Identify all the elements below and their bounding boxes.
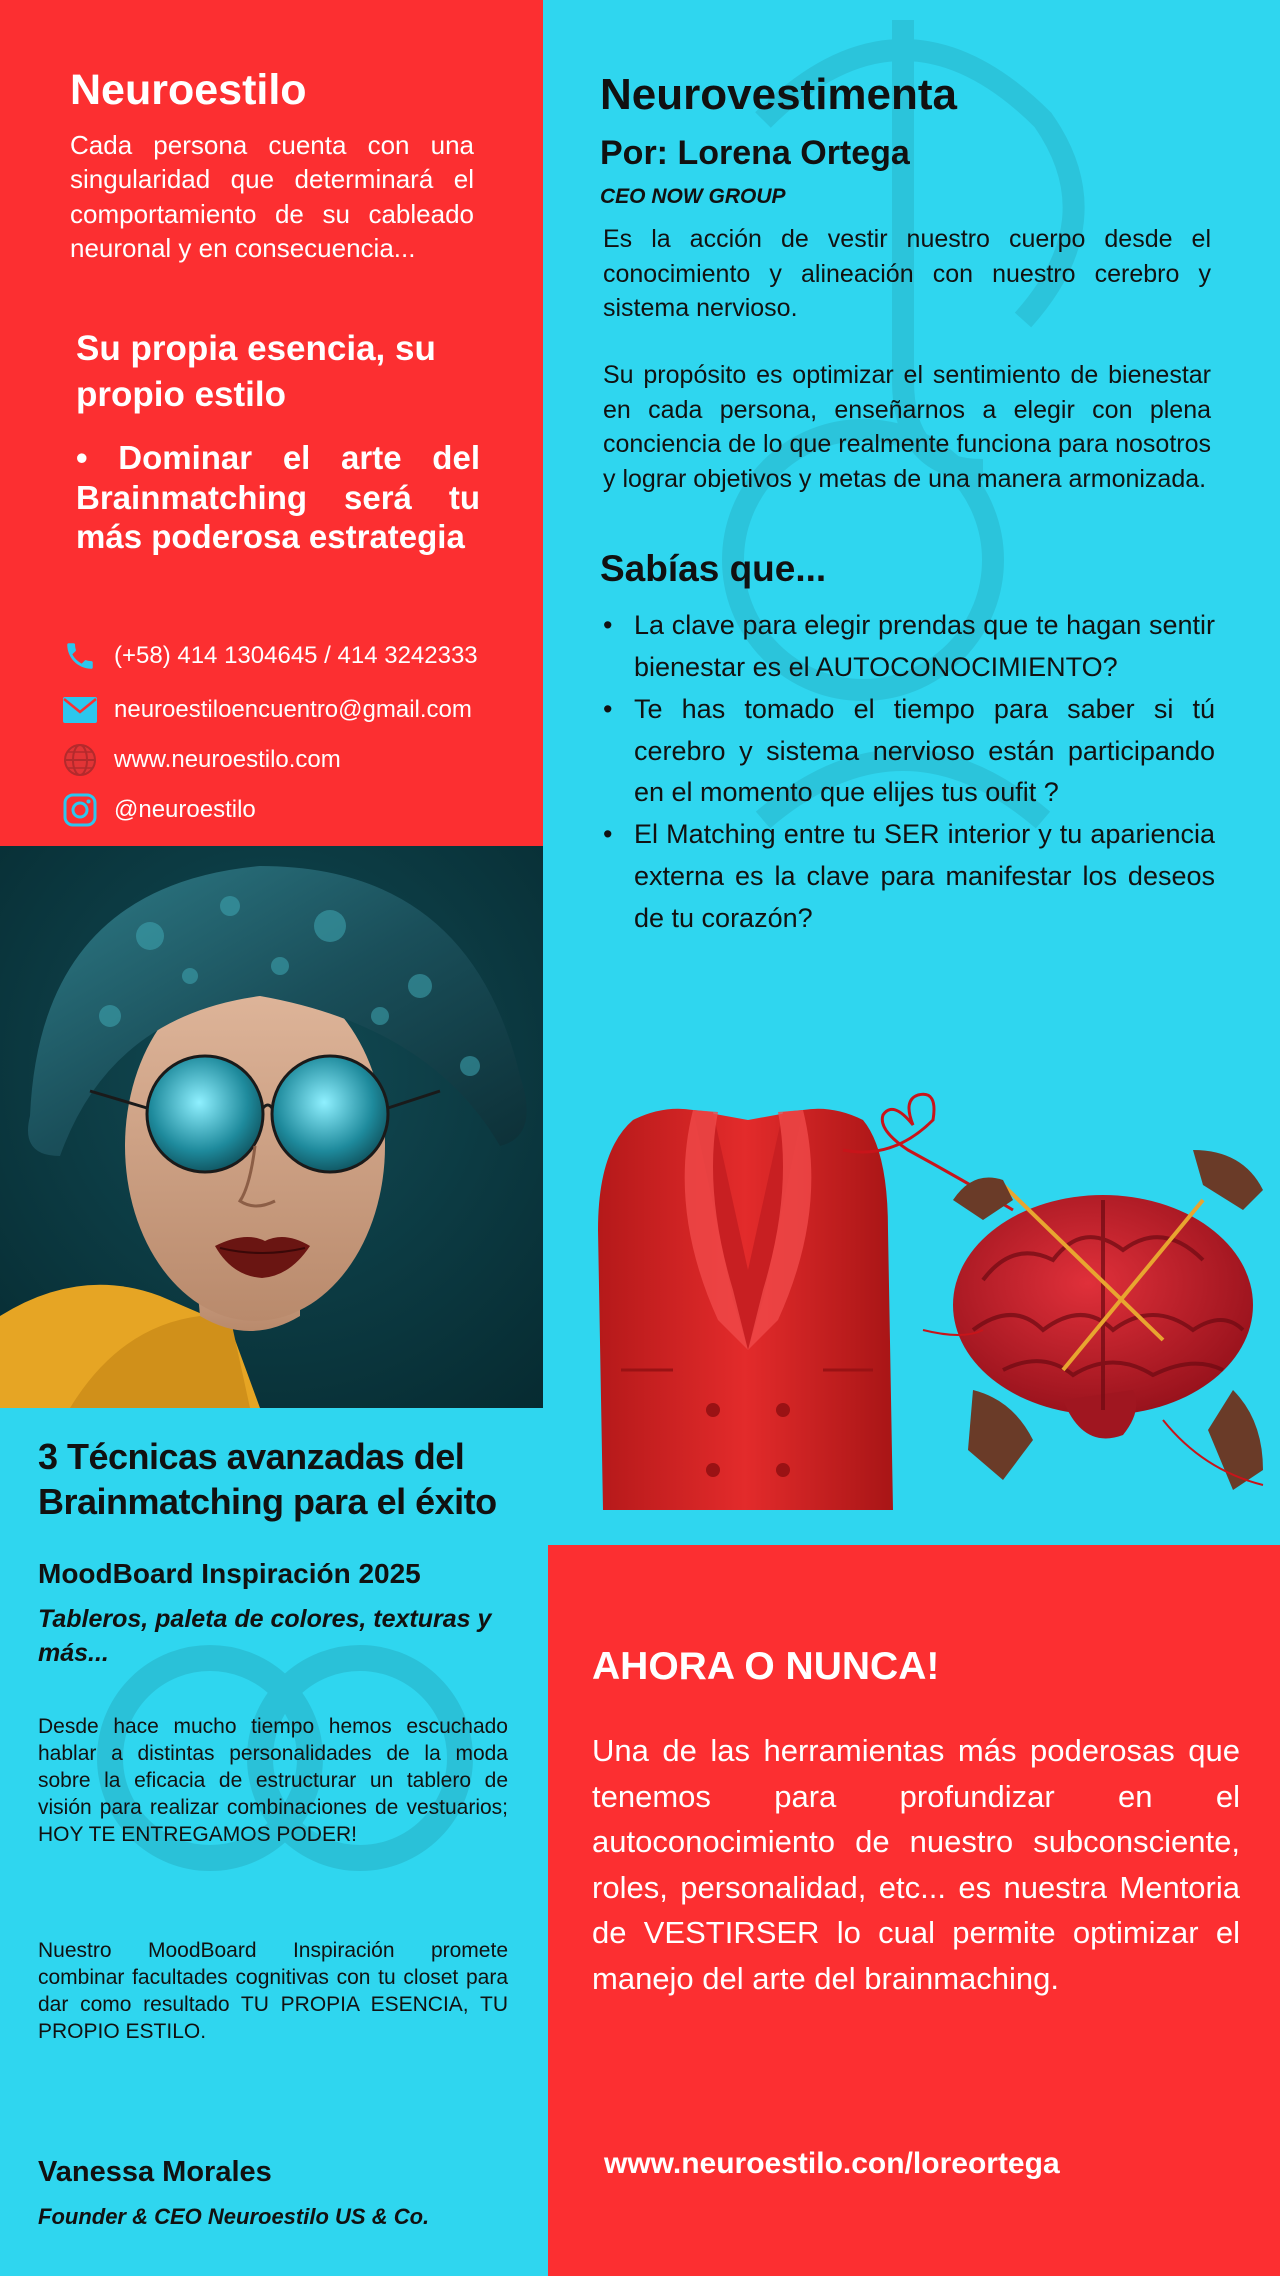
author-name: Vanessa Morales (38, 2156, 272, 2188)
article-title: Neurovestimenta (600, 70, 958, 119)
moodboard-title: MoodBoard Inspiración 2025 (38, 1558, 421, 1589)
mentoring-link[interactable]: www.neuroestilo.con/loreortega (604, 2147, 1060, 2180)
brand-title: Neuroestilo (70, 66, 307, 114)
facts-heading: Sabías que... (600, 548, 827, 589)
essence-heading: Su propia esencia, su propio estilo (76, 329, 436, 414)
moodboard-panel (0, 1408, 548, 2276)
mentoring-panel (548, 1545, 1280, 2276)
mail-icon (62, 692, 98, 728)
contact-web[interactable] (62, 742, 341, 778)
list-item: • Te has tomado el tiempo para saber si tú cerebro y sistema nervioso están participando en el momento que elijes tus oufit ? (603, 689, 1215, 815)
techniques-heading: 3 Técnicas avanzadas del Brainmatching para el éxito (38, 1436, 497, 1522)
instagram-text: @neuroestilo (114, 796, 256, 823)
model-photo (0, 846, 543, 1408)
promo-heading: AHORA O NUNCA! (592, 1645, 940, 1688)
moodboard-paragraph-2: Nuestro MoodBoard Inspiración promete combinar facultades cognitivas con tu closet para dar como resultado TU PROPIA ESENCIA, TU PROPIO ESTILO. (38, 1939, 508, 2043)
article-panel (543, 0, 1280, 1545)
list-item: • El Matching entre tu SER interior y tu apariencia externa es la clave para manifestar los deseos de tu corazón? (603, 814, 1215, 940)
promo-paragraph: Una de las herramientas más poderosas que tenemos para profundizar en el autoconocimiento de nuestro subconsciente, roles, personalidad, etc... es nuestra Mentoria de VESTIRSER lo cual permite optimizar el manejo del arte del brainmaching. (592, 1733, 1240, 1996)
article-paragraph-2: Su propósito es optimizar el sentimiento de bienestar en cada persona, enseñarnos a elegir con plena conciencia de lo que realmente funciona para nosotros y lograr objetivos y metas de una manera armonizada. (603, 361, 1211, 493)
contact-email[interactable] (62, 692, 472, 728)
brainmatching-bullet: • Dominar el arte del Brainmatching será tu más poderosa estrategia (76, 439, 480, 556)
article-author: Por: Lorena Ortega (600, 134, 910, 172)
contact-instagram[interactable] (62, 792, 256, 828)
instagram-icon (62, 792, 98, 828)
woman-portrait-illustration (0, 846, 543, 1408)
moodboard-subtitle: Tableros, paleta de colores, texturas y más... (38, 1605, 492, 1667)
blazer-brain-illustration (543, 1090, 1280, 1545)
facts-list (603, 605, 1215, 940)
article-company: CEO NOW GROUP (600, 185, 786, 208)
phone-text: (+58) 414 1304645 / 414 3242333 (114, 642, 478, 669)
article-paragraph-1: Es la acción de vestir nuestro cuerpo desde el conocimiento y alineación con nuestro cerebro y sistema nervioso. (603, 225, 1211, 322)
globe-icon (62, 742, 98, 778)
intro-panel (0, 0, 543, 846)
intro-text: Cada persona cuenta con una singularidad que determinará el comportamiento de su cableado neuronal y en consecuencia... (70, 130, 474, 263)
moodboard-paragraph-1: Desde hace mucho tiempo hemos escuchado hablar a distintas personalidades de la moda sobre la eficacia de estructurar un tablero de visión para realizar combinaciones de vestuarios; HOY TE ENTREGAMOS PODER! (38, 1715, 508, 1846)
contact-phone[interactable] (62, 638, 478, 674)
author-role: Founder & CEO Neuroestilo US & Co. (38, 2204, 430, 2229)
email-text: neuroestiloencuentro@gmail.com (114, 696, 472, 723)
list-item: • La clave para elegir prendas que te hagan sentir bienestar es el AUTOCONOCIMIENTO? (603, 605, 1215, 689)
web-text: www.neuroestilo.com (114, 746, 341, 773)
phone-icon (62, 638, 98, 674)
